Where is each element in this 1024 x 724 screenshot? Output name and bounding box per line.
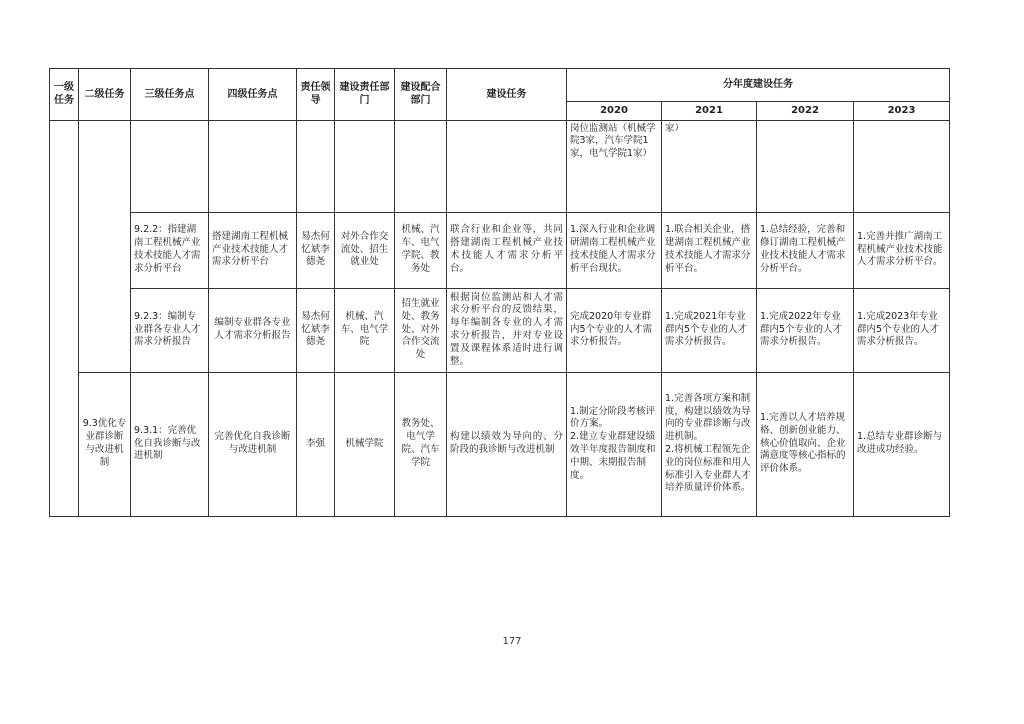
coop-cell: 教务处、电气学院、汽车学院 (395, 372, 447, 516)
header-leader: 责任领导 (297, 69, 335, 121)
header-level2: 二级任务 (79, 69, 131, 121)
coop-cell (395, 120, 447, 212)
dept-cell: 机械学院 (335, 372, 395, 516)
page-number: 177 (502, 636, 522, 647)
task-cell (447, 120, 567, 212)
y2020-cell: 1.深入行业和企业调研湖南工程机械产业技术技能人才需求分析平台现状。 (567, 212, 662, 288)
y2022-cell: 1.完善以人才培养规格、创新创业能力、核心价值取向、企业满意度等核心指标的评价体系。 (757, 372, 854, 516)
header-task: 建设任务 (447, 69, 567, 121)
task-cell: 根据岗位监测站和人才需求分析平台的反馈结果，每年编制各专业的人才需求分析报告，并对专业设置及课程体系适时进行调整。 (447, 288, 567, 372)
header-2022: 2022 (757, 102, 854, 121)
construction-task-table (49, 68, 950, 517)
coop-cell: 机械、汽车、电气学院、教务处 (395, 212, 447, 288)
header-dept: 建设责任部门 (335, 69, 395, 121)
header-level3: 三级任务点 (131, 69, 209, 121)
table-row (50, 372, 950, 516)
y2021-cell: 1.完成2021年专业群内5个专业的人才需求分析报告。 (662, 288, 757, 372)
y2022-cell: 1.总结经验，完善和修订湖南工程机械产业技术技能人才需求分析平台。 (757, 212, 854, 288)
header-yearly: 分年度建设任务 (567, 69, 950, 102)
y2022-cell: 1.完成2022年专业群内5个专业的人才需求分析报告。 (757, 288, 854, 372)
y2023-cell (854, 120, 950, 212)
header-2021: 2021 (662, 102, 757, 121)
level4-cell: 完善优化自我诊断与改进机制 (209, 372, 297, 516)
dept-cell (335, 120, 395, 212)
level3-cell: 9.2.3：编制专业群各专业人才需求分析报告 (131, 288, 209, 372)
level4-cell: 搭建湖南工程机械产业技术技能人才需求分析平台 (209, 212, 297, 288)
header-coop: 建设配合部门 (395, 69, 447, 121)
header-2023: 2023 (854, 102, 950, 121)
level3-cell: 9.2.2：指建湖南工程机械产业技术技能人才需求分析平台 (131, 212, 209, 288)
y2023-cell: 1.总结专业群诊断与改进成功经验。 (854, 372, 950, 516)
leader-cell: 易杰何忆斌李德尧 (297, 212, 335, 288)
y2021-cell: 1.联合相关企业，搭建湖南工程机械产业技术技能人才需求分析平台。 (662, 212, 757, 288)
header-level4: 四级任务点 (209, 69, 297, 121)
level3-cell: 9.3.1：完善优化自我诊断与改进机制 (131, 372, 209, 516)
y2020-cell: 完成2020年专业群内5个专业的人才需求分析报告。 (567, 288, 662, 372)
task-cell: 联合行业和企业等，共同搭建湖南工程机械产业技术技能人才需求分析平台。 (447, 212, 567, 288)
level4-cell: 编制专业群各专业人才需求分析报告 (209, 288, 297, 372)
table-row (50, 120, 950, 212)
level3-cell (131, 120, 209, 212)
leader-cell: 易杰何忆斌李德尧 (297, 288, 335, 372)
y2020-cell: 岗位监测站（机械学院3家，汽车学院1家，电气学院1家） (567, 120, 662, 212)
dept-cell: 对外合作交流处、招生就业处 (335, 212, 395, 288)
level2-cell: 9.3优化专业群诊断与改进机制 (79, 372, 131, 516)
task-cell: 构建以绩效为导向的、分阶段的我诊断与改进机制 (447, 372, 567, 516)
coop-cell: 招生就业处、教务处、对外合作交流处 (395, 288, 447, 372)
level4-cell (209, 120, 297, 212)
y2020-cell: 1.制定分阶段考核评价方案。 2.建立专业群建设绩效半年度报告制度和中期、末期报告制度。 (567, 372, 662, 516)
table-row (50, 212, 950, 288)
dept-cell: 机械、汽车、电气学院 (335, 288, 395, 372)
y2023-cell: 1.完善并推广湖南工程机械产业技术技能人才需求分析平台。 (854, 212, 950, 288)
y2023-cell: 1.完成2023年专业群内5个专业的人才需求分析报告。 (854, 288, 950, 372)
y2021-cell: 1.完善各项方案和制度，构建以绩效为导向的专业群诊断与改进机制。 2.将机械工程领先企业的岗位标准和用人标准引入专业群人才培养质量评价体系。 (662, 372, 757, 516)
header-2020: 2020 (567, 102, 662, 121)
y2022-cell (757, 120, 854, 212)
leader-cell: 李强 (297, 372, 335, 516)
table-row (50, 288, 950, 372)
level1-cell (50, 120, 79, 516)
header-level1: 一级任务 (50, 69, 79, 121)
leader-cell (297, 120, 335, 212)
header-row (50, 69, 950, 102)
level2-cell (79, 120, 131, 372)
y2021-cell: 家） (662, 120, 757, 212)
